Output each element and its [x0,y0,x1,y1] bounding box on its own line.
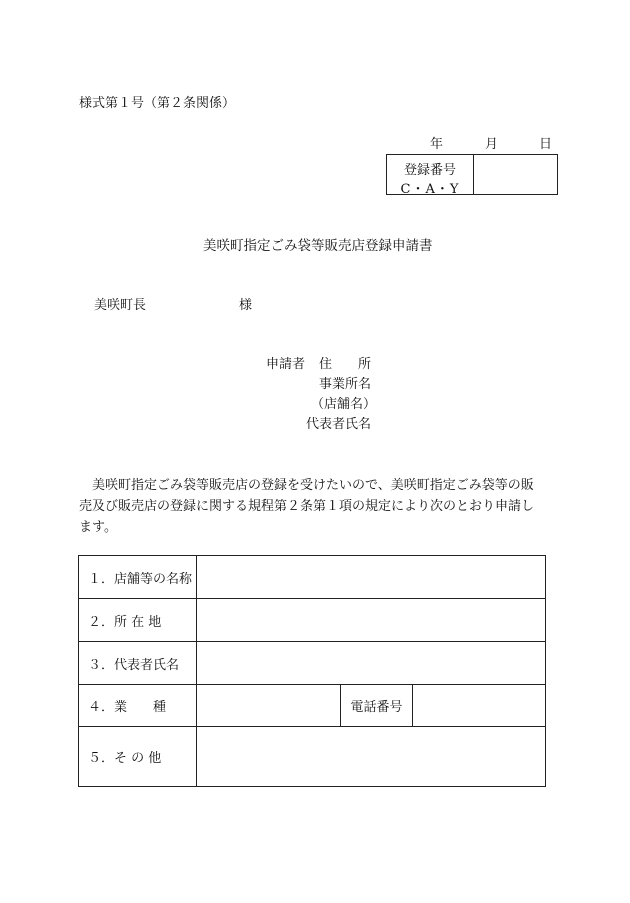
row-label-business-type: ４．業 種 [79,685,197,727]
registration-value-field[interactable] [474,155,557,194]
form-number: 様式第１号（第２条関係） [79,96,236,111]
registration-code: C・A・Y [400,182,460,197]
recipient-name: 美咲町長 [94,298,147,313]
applicant-store-label: （店舗名） [311,397,377,412]
row-label-location: ２．所 在 地 [79,599,197,642]
representative-field[interactable] [197,642,546,685]
registration-label: 登録番号 [403,163,456,178]
registration-box [386,154,558,195]
applicant-office-label: 事業所名 [319,377,372,392]
other-field[interactable] [197,727,546,787]
paragraph-line: ます。 [79,520,117,535]
business-type-field[interactable] [197,685,341,727]
table-row [79,685,546,727]
store-info-table [78,555,546,787]
phone-field[interactable] [413,685,546,727]
request-paragraph [79,475,557,538]
location-field[interactable] [197,599,546,642]
date-day-label: 日 [539,137,553,152]
table-row [79,556,546,599]
row-label-other: ５．そ の 他 [79,727,197,787]
table-row [79,599,546,642]
applicant-address-label: 住 所 [319,357,372,372]
table-row [79,727,546,787]
paragraph-line: 美咲町指定ごみ袋等販売店の登録を受けたいので、美咲町指定ごみ袋等の販 [79,478,534,493]
store-name-field[interactable] [197,556,546,599]
row-label-store-name: １．店舗等の名称 [79,556,197,599]
date-year-label: 年 [430,137,444,152]
phone-label: 電話番号 [341,685,413,727]
paragraph-line: 売及び販売店の登録に関する規程第２条第１項の規定により次のとおり申請し [79,499,535,514]
date-month-label: 月 [485,137,499,152]
document-title: 美咲町指定ごみ袋等販売店登録申請書 [203,238,433,254]
row-label-representative: ３．代表者氏名 [79,642,197,685]
applicant-role: 申請者 [266,357,306,372]
applicant-rep-label: 代表者氏名 [306,417,372,432]
table-row [79,642,546,685]
recipient-honorific: 様 [239,298,253,313]
